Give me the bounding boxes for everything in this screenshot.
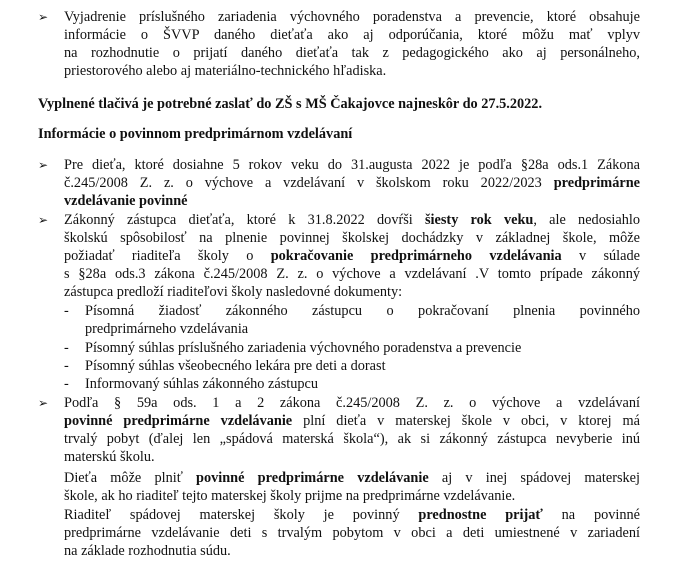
document-list-item: predprimárneho vzdelávania [85,321,249,337]
text-line: informácie o ŠVVP daného dieťaťa ako aj odporúčania, ktoré môžu mať vplyv [64,27,640,43]
text-line: požiadať riaditeľa školy o pokračovanie predprimárneho vzdelávania v súlade [64,248,640,264]
arrow-bullet-icon: ➢ [38,158,49,172]
text-line: Riaditeľ spádovej materskej školy je povinný prednostne prijať na povinné [64,507,641,523]
text-line: Podľa § 59a ods. 1 a 2 zákona č.245/2008 Z. z. o výchove a vzdelávaní [64,395,640,411]
text-line: Vyjadrenie príslušného zariadenia výchovného poradenstva a prevencie, ktoré obsahuje [64,9,640,25]
text-line: Pre dieťa, ktoré dosiahne 5 rokov veku do 31.augusta 2022 je podľa §28a ods.1 Zákona [64,157,640,173]
text-line: trvalý pobyt (ďalej len „spádová materská škola“), ak si zákonný zástupca nevyberie inú [64,431,640,447]
dash-bullet: - [64,340,69,356]
dash-bullet: - [64,303,69,319]
text-line: zástupca predloží riaditeľovi školy nasledovné dokumenty: [64,284,403,300]
document-list-item: Písomný súhlas všeobecného lekára pre deti a dorast [85,358,386,374]
text-line: materskú školu. [64,449,155,465]
deadline-notice: Vyplnené tlačivá je potrebné zaslať do ZŠ s MŠ Čakajovce najneskôr do 27.5.2022. [38,96,543,112]
text-line: predprimárne vzdelávanie deti s trvalým pobytom v obci a deti umiestnené v zariadení [64,525,640,541]
text-line: školskú spôsobilosť na plnenie povinnej školskej dochádzky v základnej škole, môže [64,230,640,246]
text-line: priestorového alebo aj materiálno-technického hľadiska. [64,63,387,79]
section-heading: Informácie o povinnom predprimárnom vzdelávaní [38,126,353,142]
dash-bullet: - [64,376,69,392]
document-list-item: Písomný súhlas príslušného zariadenia výchovného poradenstva a prevencie [85,340,522,356]
arrow-bullet-icon: ➢ [38,10,49,24]
dash-bullet: - [64,358,69,374]
arrow-bullet-icon: ➢ [38,213,49,227]
text-line: s §28a ods.3 zákona č.245/2008 Z. z. o výchove a vzdelávaní .V tomto prípade zákonný [64,266,640,282]
text-line: vzdelávanie povinné [64,193,188,209]
document-list-item: Informovaný súhlas zákonného zástupcu [85,376,319,392]
text-line: Dieťa môže plniť povinné predprimárne vzdelávanie aj v inej spádovej materskej [64,470,640,486]
text-line: Zákonný zástupca dieťaťa, ktoré k 31.8.2022 dovŕši šiesty rok veku, ale nedosiahlo [64,212,640,228]
arrow-bullet-icon: ➢ [38,396,49,410]
text-line: na základe rozhodnutia súdu. [64,543,231,559]
text-line: škole, ak ho riaditeľ tejto materskej školy prijme na predprimárne vzdelávanie. [64,488,516,504]
document-list-item: Písomná žiadosť zákonného zástupcu o pokračovaní plnenia povinného [85,303,640,319]
text-line: povinné predprimárne vzdelávanie plní dieťa v materskej škole v obci, v ktorej má [64,413,640,429]
text-line: na rozhodnutie o prijatí daného dieťaťa tak z pedagogického ako aj personálneho, [64,45,640,61]
text-line: č.245/2008 Z. z. o výchove a vzdelávaní v školskom roku 2022/2023 predprimárne [64,175,640,191]
